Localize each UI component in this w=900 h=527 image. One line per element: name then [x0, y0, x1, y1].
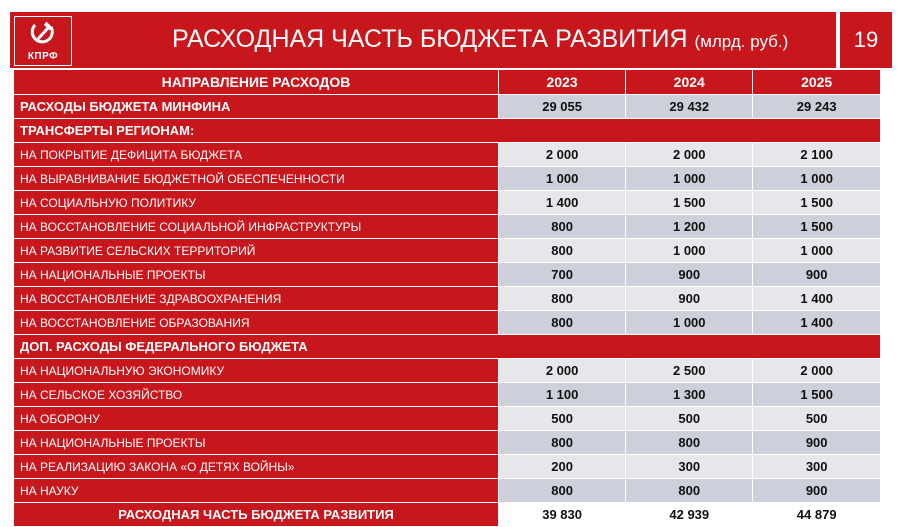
cell-value: 2 000	[499, 359, 626, 383]
cell-value: 500	[499, 407, 626, 431]
cell-value: 1 500	[753, 215, 880, 239]
row-label: НА ВОССТАНОВЛЕНИЕ СОЦИАЛЬНОЙ ИНФРАСТРУКТУРЫ	[14, 215, 499, 239]
table-row	[14, 287, 880, 311]
section-federal	[14, 359, 880, 503]
cell-value: 1 000	[626, 311, 753, 335]
cell-value: 900	[753, 479, 880, 503]
cell-value: 2 000	[499, 143, 626, 167]
budget-table	[14, 70, 880, 527]
cell-value: 1 000	[626, 167, 753, 191]
cell-value: 1 500	[753, 191, 880, 215]
total-value: 39 830	[499, 503, 626, 527]
table-row	[14, 167, 880, 191]
table-row	[14, 191, 880, 215]
row-label: НА СОЦИАЛЬНУЮ ПОЛИТИКУ	[14, 191, 499, 215]
page-number: 19	[840, 12, 892, 68]
cell-value: 2 100	[753, 143, 880, 167]
section-title: ТРАНСФЕРТЫ РЕГИОНАМ:	[14, 119, 880, 143]
row-label: НА РЕАЛИЗАЦИЮ ЗАКОНА «О ДЕТЯХ ВОЙНЫ»	[14, 455, 499, 479]
row-label: РАСХОДЫ БЮДЖЕТА МИНФИНА	[14, 95, 499, 119]
cell-value: 29 055	[499, 95, 626, 119]
section-transfers	[14, 143, 880, 335]
kprf-logo	[14, 16, 72, 66]
table-row	[14, 431, 880, 455]
cell-value: 1 500	[626, 191, 753, 215]
cell-value: 1 400	[753, 311, 880, 335]
cell-value: 2 500	[626, 359, 753, 383]
column-header: 2025	[753, 70, 880, 95]
section-row	[14, 119, 880, 143]
cell-value: 900	[626, 263, 753, 287]
logo-text: КПРФ	[27, 51, 59, 62]
table-row	[14, 143, 880, 167]
cell-value: 500	[753, 407, 880, 431]
title-unit: (млрд. руб.)	[694, 32, 789, 51]
cell-value: 300	[626, 455, 753, 479]
cell-value: 1 100	[499, 383, 626, 407]
cell-value: 800	[626, 431, 753, 455]
cell-value: 800	[499, 287, 626, 311]
table-row	[14, 455, 880, 479]
row-label: НА ПОКРЫТИЕ ДЕФИЦИТА БЮДЖЕТА	[14, 143, 499, 167]
cell-value: 1 300	[626, 383, 753, 407]
total-value: 44 879	[753, 503, 880, 527]
cell-value: 800	[499, 431, 626, 455]
minfin-row	[14, 95, 880, 119]
cell-value: 800	[626, 479, 753, 503]
table-row	[14, 215, 880, 239]
table-row	[14, 311, 880, 335]
title-main: РАСХОДНАЯ ЧАСТЬ БЮДЖЕТА РАЗВИТИЯ	[172, 25, 688, 53]
header-bar	[10, 12, 836, 68]
column-header: 2024	[626, 70, 753, 95]
cell-value: 200	[499, 455, 626, 479]
hammer-sickle-icon	[29, 19, 57, 47]
table-row	[14, 407, 880, 431]
row-label: НА НАЦИОНАЛЬНЫЕ ПРОЕКТЫ	[14, 263, 499, 287]
cell-value: 800	[499, 479, 626, 503]
total-label: РАСХОДНАЯ ЧАСТЬ БЮДЖЕТА РАЗВИТИЯ	[14, 503, 499, 527]
row-label: НА ВОССТАНОВЛЕНИЕ ОБРАЗОВАНИЯ	[14, 311, 499, 335]
table-row	[14, 239, 880, 263]
total-row	[14, 503, 880, 527]
cell-value: 1 400	[499, 191, 626, 215]
cell-value: 2 000	[626, 143, 753, 167]
section-row	[14, 335, 880, 359]
row-label: НА НАЦИОНАЛЬНЫЕ ПРОЕКТЫ	[14, 431, 499, 455]
cell-value: 2 000	[753, 359, 880, 383]
table-row	[14, 359, 880, 383]
column-header: 2023	[499, 70, 626, 95]
page-title	[172, 25, 788, 54]
cell-value: 300	[753, 455, 880, 479]
cell-value: 700	[499, 263, 626, 287]
row-label: НА СЕЛЬСКОЕ ХОЗЯЙСТВО	[14, 383, 499, 407]
row-label: НА НАУКУ	[14, 479, 499, 503]
cell-value: 1 400	[753, 287, 880, 311]
cell-value: 1 000	[626, 239, 753, 263]
row-label: НА НАЦИОНАЛЬНУЮ ЭКОНОМИКУ	[14, 359, 499, 383]
cell-value: 1 000	[753, 239, 880, 263]
section-title: ДОП. РАСХОДЫ ФЕДЕРАЛЬНОГО БЮДЖЕТА	[14, 335, 880, 359]
cell-value: 900	[753, 263, 880, 287]
table-row	[14, 479, 880, 503]
row-label: НА ВОССТАНОВЛЕНИЕ ЗДРАВООХРАНЕНИЯ	[14, 287, 499, 311]
table-row	[14, 263, 880, 287]
row-label: НА ВЫРАВНИВАНИЕ БЮДЖЕТНОЙ ОБЕСПЕЧЕННОСТИ	[14, 167, 499, 191]
cell-value: 800	[499, 215, 626, 239]
cell-value: 1 200	[626, 215, 753, 239]
cell-value: 900	[753, 431, 880, 455]
cell-value: 500	[626, 407, 753, 431]
cell-value: 1 000	[499, 167, 626, 191]
column-header: НАПРАВЛЕНИЕ РАСХОДОВ	[14, 70, 499, 95]
cell-value: 1 000	[753, 167, 880, 191]
cell-value: 1 500	[753, 383, 880, 407]
row-label: НА ОБОРОНУ	[14, 407, 499, 431]
cell-value: 900	[626, 287, 753, 311]
table-header-row	[14, 70, 880, 95]
cell-value: 800	[499, 311, 626, 335]
row-label: НА РАЗВИТИЕ СЕЛЬСКИХ ТЕРРИТОРИЙ	[14, 239, 499, 263]
cell-value: 29 432	[626, 95, 753, 119]
table-row	[14, 383, 880, 407]
cell-value: 29 243	[753, 95, 880, 119]
total-value: 42 939	[626, 503, 753, 527]
cell-value: 800	[499, 239, 626, 263]
